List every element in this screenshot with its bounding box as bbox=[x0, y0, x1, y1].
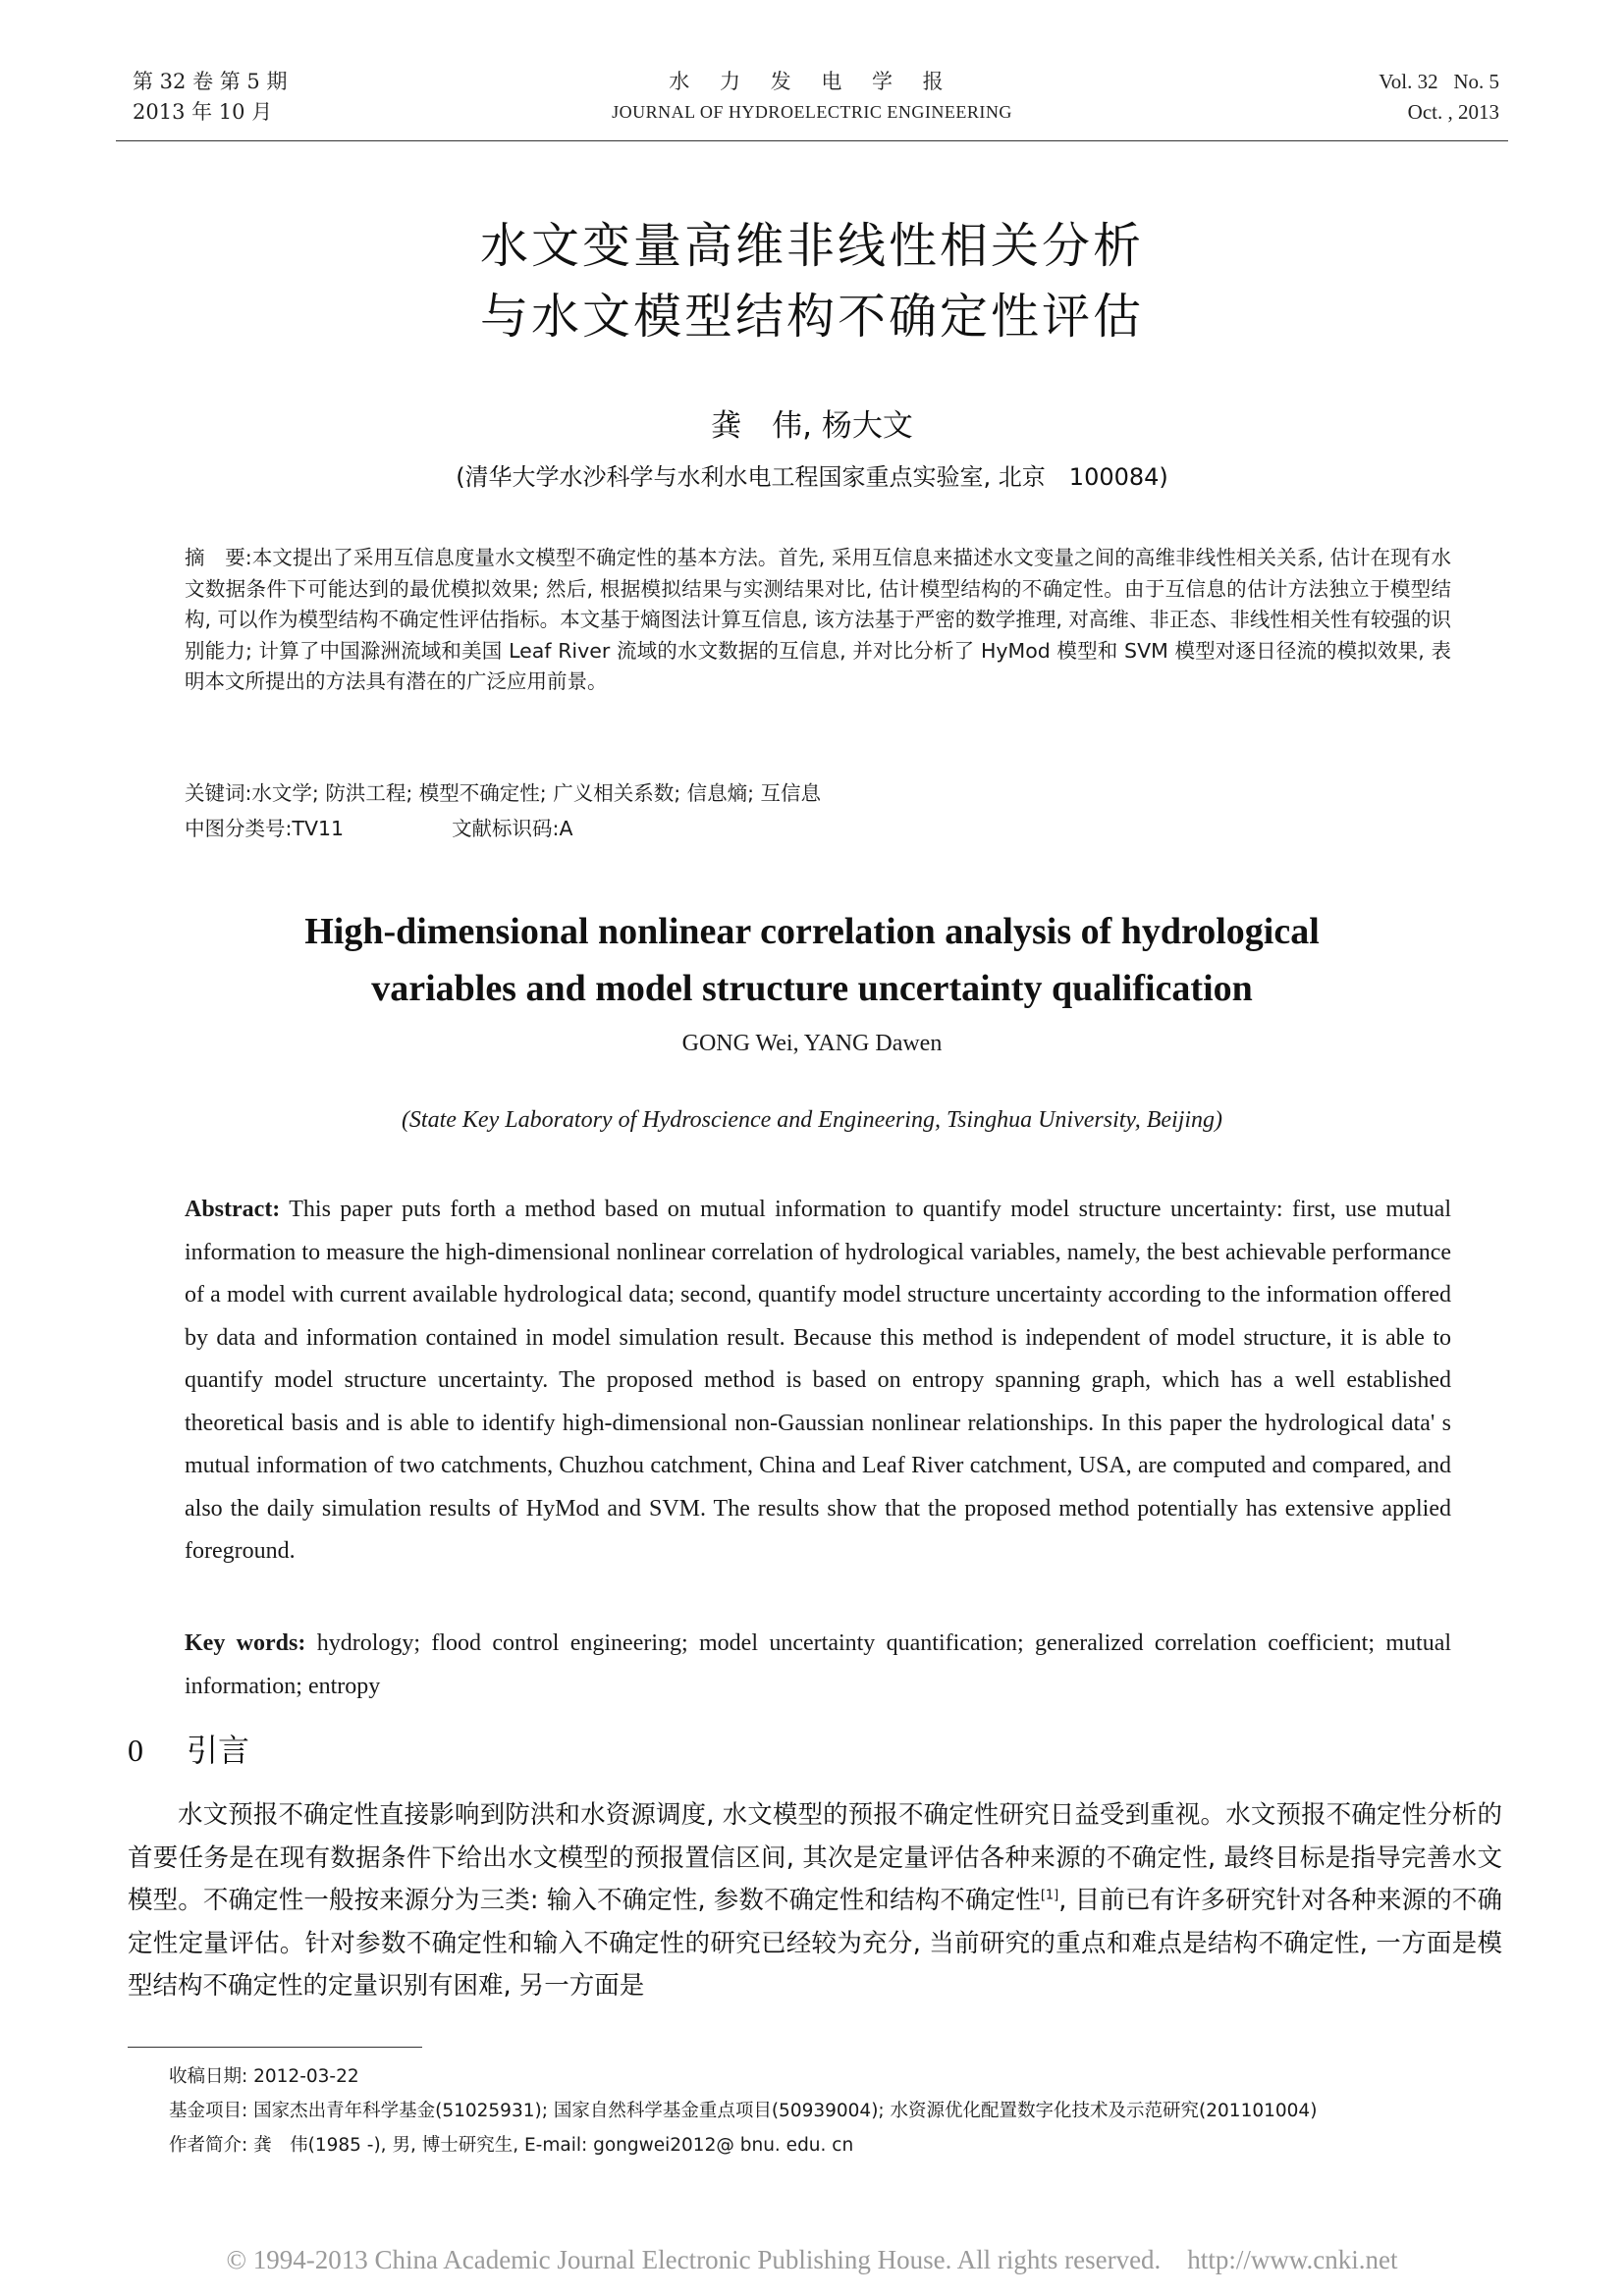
running-header-right bbox=[1379, 67, 1499, 128]
section-number: 0 bbox=[128, 1733, 143, 1768]
keywords-cn bbox=[185, 778, 1451, 809]
keywords-cn-text: 水文学; 防洪工程; 模型不确定性; 广义相关系数; 信息熵; 互信息 bbox=[251, 781, 822, 805]
date-cn: 2013 年 10 月 bbox=[133, 100, 273, 124]
clc-label: 中图分类号: bbox=[185, 817, 293, 840]
volume-issue-en: Vol. 32 No. 5 bbox=[1379, 70, 1499, 93]
date-en: Oct. , 2013 bbox=[1407, 100, 1499, 124]
abstract-cn-label: 摘 要: bbox=[185, 546, 252, 569]
intro-text-part-1: 水文预报不确定性直接影响到防洪和水资源调度, 水文模型的预报不确定性研究日益受到重视。水文预报不确定性分析的首要任务是在现有数据条件下给出水文模型的预报置信区间, 其次是定量评估各种来源的不确定性, 最终目标是指导完善水文模型。不确定性一般按来源分为三类: 输入不确定性, 参数不确定性和结构不确定性 bbox=[128, 1800, 1502, 1915]
footnote-funding: 基金项目: 国家杰出青年科学基金(51025931); 国家自然科学基金重点项目(50939004); 水资源优化配置数字化技术及示范研究(201101004) bbox=[169, 2101, 1318, 2121]
footnote-rule bbox=[128, 2047, 422, 2048]
paper-title-cn bbox=[0, 211, 1624, 352]
abstract-en-label: Abstract: bbox=[185, 1197, 281, 1222]
volume-issue-cn: 第 32 卷 第 5 期 bbox=[133, 70, 288, 93]
journal-name-en: JOURNAL OF HYDROELECTRIC ENGINEERING bbox=[612, 102, 1012, 122]
affiliation-cn: (清华大学水沙科学与水利水电工程国家重点实验室, 北京 100084) bbox=[456, 463, 1168, 491]
paper-title-en bbox=[0, 903, 1624, 1017]
authors-cn: 龚 伟, 杨大文 bbox=[711, 408, 913, 444]
keywords-cn-label: 关键词: bbox=[185, 781, 252, 805]
journal-name-cn: 水 力 发 电 学 报 bbox=[669, 70, 955, 93]
section-heading bbox=[128, 1726, 249, 1771]
intro-text-part-2: , 目前已有许多研究针对各种来源的不确定性定量评估。针对参数不确定性和输入不确定性的研究已经较为充分, 当前研究的重点和难点是结构不确定性, 一方面是模型结构不确定性的定量识别有困难, 另一方面是 bbox=[128, 1886, 1502, 2001]
title-en-line-2: variables and model structure uncertainty qualification bbox=[371, 968, 1253, 1009]
citation-ref[interactable]: [1] bbox=[1040, 1888, 1059, 1903]
authors-en: GONG Wei, YANG Dawen bbox=[681, 1031, 943, 1056]
doc-code-value: A bbox=[559, 817, 573, 840]
section-title: 引言 bbox=[187, 1732, 250, 1769]
title-en-line-1: High-dimensional nonlinear correlation analysis of hydrological bbox=[304, 911, 1320, 952]
abstract-cn-text: 本文提出了采用互信息度量水文模型不确定性的基本方法。首先, 采用互信息来描述水文变量之间的高维非线性相关关系, 估计在现有水文数据条件下可能达到的最优模拟效果; 然后, 根据模拟结果与实测结果对比, 估计模型结构的不确定性。由于互信息的估计方法独立于模型结构, 可以作为模型结构不确定性评估指标。本文基于熵图法计算互信息, 该方法基于严密的数学推理, 对高维、非正态、非线性相关性有较强的识别能力; 计算了中国滁洲流域和美国 Leaf River 流域的水文数据的互信息, 并对比分析了 HyMod 模型和 SVM 模型对逐日径流的模拟效果, 表明本文所提出的方法具有潜在的广泛应用前景。 bbox=[185, 546, 1451, 693]
keywords-en-text: hydrology; flood control engineering; model uncertainty quantification; generalized correlation coefficient; mutual information; entropy bbox=[185, 1630, 1452, 1699]
footnote-author: 作者简介: 龚 伟(1985 -), 男, 博士研究生, E-mail: gongwei2012@ bnu. edu. cn bbox=[169, 2135, 854, 2156]
title-cn-line-1: 水文变量高维非线性相关分析 bbox=[479, 218, 1144, 274]
classification-line bbox=[185, 814, 1451, 844]
copyright-notice: © 1994-2013 China Academic Journal Electronic Publishing House. All rights reserved. http://www.cnki.net bbox=[226, 2245, 1398, 2274]
title-cn-line-2: 与水文模型结构不确定性评估 bbox=[479, 289, 1144, 345]
header-rule bbox=[116, 140, 1508, 141]
affiliation-en: (State Key Laboratory of Hydroscience and Engineering, Tsinghua University, Beijing) bbox=[401, 1107, 1223, 1133]
abstract-cn bbox=[185, 543, 1451, 698]
intro-paragraph bbox=[128, 1794, 1502, 2008]
keywords-en-label: Key words: bbox=[185, 1630, 306, 1656]
doc-code-label: 文献标识码: bbox=[452, 817, 560, 840]
abstract-en-text: This paper puts forth a method based on mutual information to quantify model structure uncertainty: first, use mutual information to measure the high-dimensional nonlinear correlation of hydrological variables, namely, the best achievable performance of a model with current available hydrological data; second, quantify model structure uncertainty according to the information offered by data and information contained in model simulation result. Because this method is independent of model structure, it is able to quantify model structure uncertainty. The proposed method is based on entropy spanning graph, which has a well established theoretical basis and is able to identify high-dimensional non-Gaussian nonlinear relationships. In this paper the hydrological data' s mutual information of two catchments, Chuzhou catchment, China and Leaf River catchment, USA, are computed and compared, and also the daily simulation results of HyMod and SVM. The results show that the proposed method potentially has extensive applied foreground. bbox=[185, 1197, 1452, 1564]
clc-value: TV11 bbox=[292, 817, 345, 840]
keywords-en bbox=[185, 1623, 1451, 1708]
footnote-received: 收稿日期: 2012-03-22 bbox=[169, 2066, 359, 2087]
abstract-en bbox=[185, 1189, 1451, 1574]
